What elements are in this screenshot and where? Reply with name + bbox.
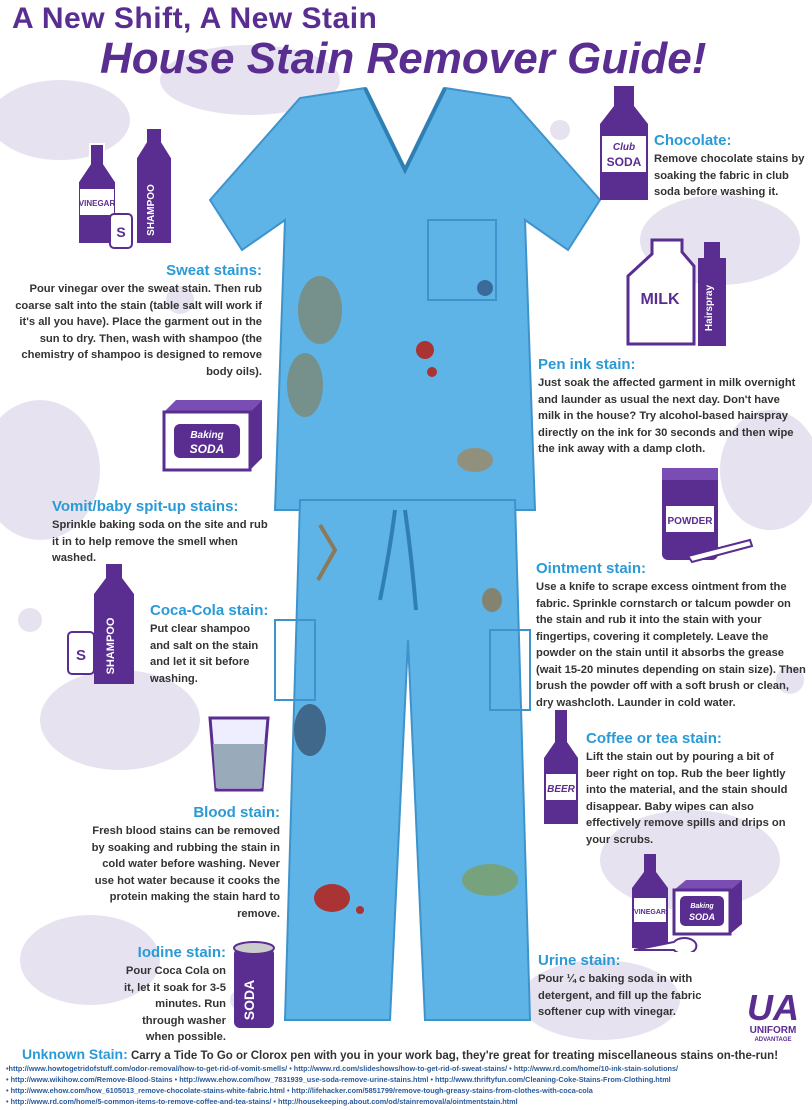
section-chocolate xyxy=(654,132,806,201)
powder-knife-icon xyxy=(658,464,758,566)
section-title: Pen ink stain: xyxy=(538,356,636,373)
section-text: Put clear shampoo and salt on the stain and let it sit before washing. xyxy=(150,623,259,685)
svg-text:Club: Club xyxy=(612,142,636,153)
section-title: Coca-Cola stain: xyxy=(150,602,269,619)
section-text: Pour Coca Cola on it, let it soak for 3-5 minutes. Run through washer when possible. xyxy=(124,965,226,1043)
source-line-1[interactable]: •http://www.howtogetridofstuff.com/odor-removal/how-to-get-rid-of-vomit-smells/ • http://www.rd.com/slideshows/how-to-get-rid-of-sweat-stains/ • http://www.rd.com/home/10-ink-stain-solutions/ xyxy=(6,1064,679,1073)
source-line-3[interactable]: • http://www.ehow.com/how_6105013_remove-chocolate-stains-white-fabric.html • http://lifehacker.com/5851799/remove-tough-greasy-stains-from-clothes-with-coca-cola xyxy=(6,1086,593,1095)
section-coca-cola xyxy=(150,602,272,687)
water-glass-icon xyxy=(206,714,272,794)
title-line-2: House Stain Remover Guide! xyxy=(100,34,707,83)
vinegar-shampoo-icon xyxy=(74,124,184,254)
svg-text:SODA: SODA xyxy=(606,155,642,169)
section-title: Ointment stain: xyxy=(536,560,647,577)
uniform-advantage-logo: UA UNIFORM ADVANTAGE xyxy=(747,987,799,1043)
section-text: Sprinkle baking soda on the site and rub it in to help remove the smell when washed. xyxy=(52,519,268,564)
svg-text:VINEGAR: VINEGAR xyxy=(78,199,116,208)
section-text: Lift the stain out by pouring a bit of beer right on top. Rub the beer lightly into the material, and the stain should disappear. Baby wipes can also effectively remove spills and drips on your scrubs. xyxy=(586,751,788,846)
svg-text:SODA: SODA xyxy=(241,979,257,1021)
svg-text:S: S xyxy=(116,224,126,240)
section-title: Vomit/baby spit-up stains: xyxy=(52,498,239,515)
section-text: Use a knife to scrape excess ointment from the fabric. Sprinkle cornstarch or talcum powder on the stain and rub it into the stain with your fingertips, covering it completely. Leave the powder on the stain until it absorbs the grease (wait 15-20 minutes depending on stain size). Then brush the powder off with a soft brush or clean, dry washcloth. Launder in cold water. xyxy=(536,581,806,709)
section-sweat xyxy=(4,262,262,380)
soda-can-icon xyxy=(230,940,278,1032)
beer-bottle-icon xyxy=(540,708,582,826)
svg-text:Baking: Baking xyxy=(190,430,224,441)
svg-text:SHAMPOO: SHAMPOO xyxy=(146,184,157,236)
section-text: Carry a Tide To Go or Clorox pen with you in your work bag, they're great for treating miscellaneous stains on-the-run! xyxy=(130,1050,779,1062)
section-vomit xyxy=(52,498,272,567)
vinegar-baking-soda-icon xyxy=(630,852,748,952)
section-title: Sweat stains: xyxy=(166,262,262,279)
milk-hairspray-icon xyxy=(622,236,732,350)
svg-text:MILK: MILK xyxy=(640,291,680,308)
section-pen-ink xyxy=(538,356,800,458)
section-blood xyxy=(86,804,280,922)
section-title: Chocolate: xyxy=(654,132,732,149)
club-soda-icon xyxy=(596,84,652,204)
svg-text:Baking: Baking xyxy=(690,903,714,910)
section-title: Iodine stain: xyxy=(137,944,226,961)
svg-text:VINEGAR: VINEGAR xyxy=(634,909,666,916)
svg-text:SODA: SODA xyxy=(688,912,716,922)
svg-text:POWDER: POWDER xyxy=(667,516,713,527)
section-text: Just soak the affected garment in milk overnight and launder as usual the next day. Don't have milk in the house? Try alcohol-based hairspray directly on the ink for 30 seconds and then wipe the ink away with a damp cloth. xyxy=(538,377,796,455)
section-ointment xyxy=(536,560,806,711)
section-title: Blood stain: xyxy=(193,804,280,821)
svg-text:SODA: SODA xyxy=(189,442,225,456)
baking-soda-icon xyxy=(160,398,266,474)
section-title: Urine stain: xyxy=(538,952,621,969)
section-urine xyxy=(538,952,716,1021)
section-text: Fresh blood stains can be removed by soaking and rubbing the stain in cold water before washing. Never use hot water because it cooks the protein making the stain hard to remove. xyxy=(91,825,280,920)
section-title: Unknown Stain: xyxy=(22,1046,128,1062)
shampoo-salt-icon xyxy=(66,562,144,688)
source-line-2[interactable]: • http://www.wikihow.com/Remove-Blood-Stains • http://www.ehow.com/how_7831939_use-soda-remove-urine-stains.html • http://www.thriftyfun.com/Cleaning-Coke-Stains-From-Clothing.html xyxy=(6,1075,671,1084)
section-text: Remove chocolate stains by soaking the fabric in club soda before washing it. xyxy=(654,153,805,198)
svg-text:SHAMPOO: SHAMPOO xyxy=(105,617,117,675)
section-coffee xyxy=(586,730,800,848)
section-unknown xyxy=(22,1046,778,1062)
svg-text:BEER: BEER xyxy=(547,784,575,795)
svg-text:S: S xyxy=(75,647,87,664)
section-title: Coffee or tea stain: xyxy=(586,730,722,747)
title-line-1: A New Shift, A New Stain xyxy=(12,2,378,35)
section-text: Pour ¼ c baking soda in with detergent, and fill up the fabric softener cup with vinegar. xyxy=(538,973,702,1018)
svg-text:Hairspray: Hairspray xyxy=(704,284,715,332)
source-line-4[interactable]: • http://www.rd.com/home/5-common-items-to-remove-coffee-and-tea-stains/ • http://housekeeping.about.com/od/stainremoval/a/ointmentstain.html xyxy=(6,1097,518,1106)
scrub-pants xyxy=(285,500,530,1020)
section-text: Pour vinegar over the sweat stain. Then rub coarse salt into the stain (table salt will work if it's all you have). Place the garment out in the sun to dry. Then, wash with shampoo (the chemistry of shampoo is designed to remove body oils). xyxy=(15,283,262,378)
section-iodine xyxy=(118,944,226,1046)
